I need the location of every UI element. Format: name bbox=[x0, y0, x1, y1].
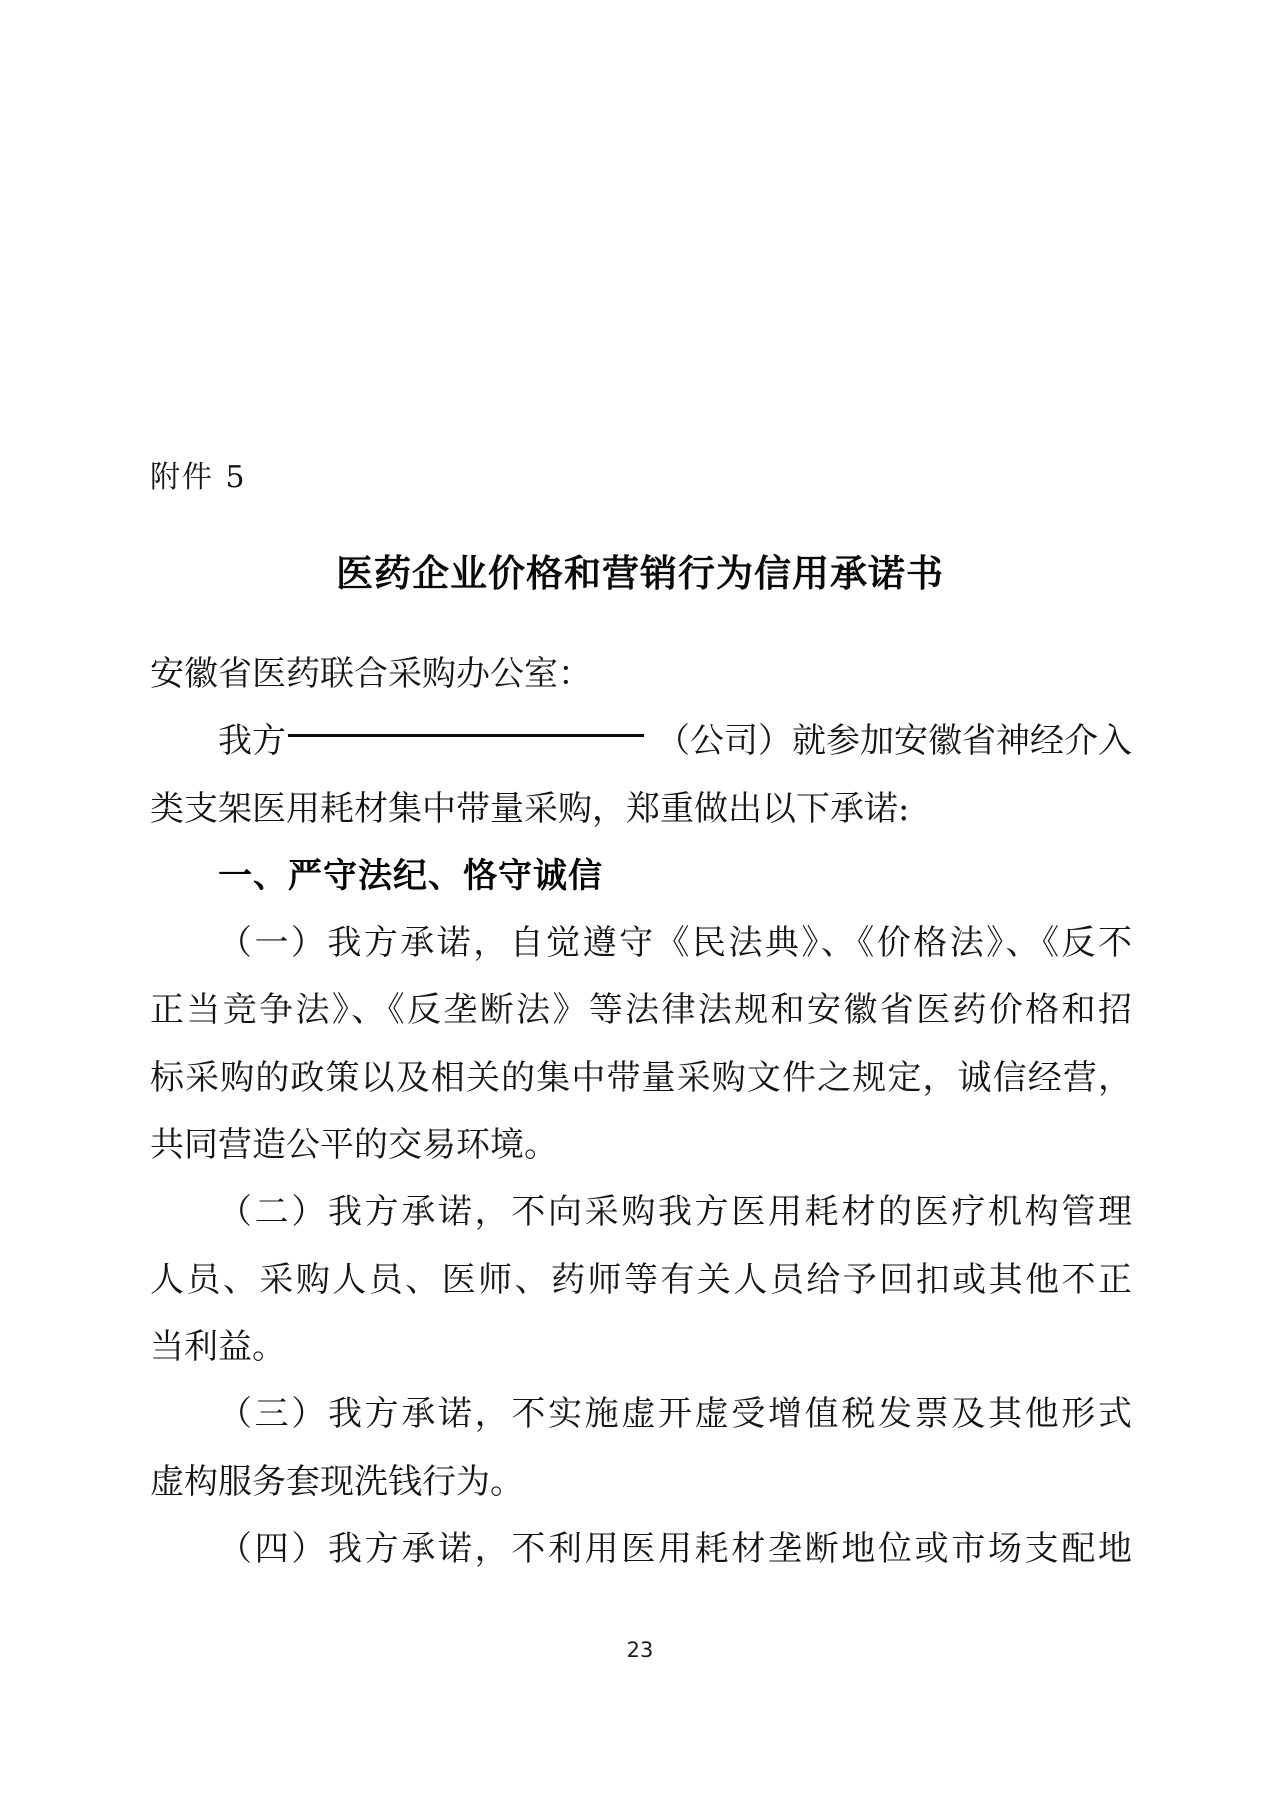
body-line: 类支架医用耗材集中带量采购，郑重做出以下承诺: bbox=[150, 788, 910, 829]
body-line: （四）我方承诺，不利用医用耗材垄断地位或市场支配地 bbox=[218, 1528, 1132, 1569]
body-line: 当利益。 bbox=[150, 1326, 286, 1367]
section-heading: 一、严守法纪、恪守诚信 bbox=[218, 855, 603, 896]
document-title: 医药企业价格和营销行为信用承诺书 bbox=[336, 551, 944, 595]
document-body bbox=[150, 641, 1132, 1583]
body-line: 共同营造公平的交易环境。 bbox=[150, 1125, 558, 1166]
intro-line bbox=[150, 708, 1132, 775]
body-line: 标采购的政策以及相关的集中带量采购文件之规定，诚信经营， bbox=[150, 1057, 1132, 1098]
body-line: （二）我方承诺，不向采购我方医用耗材的医疗机构管理 bbox=[218, 1192, 1132, 1233]
page-number: 23 bbox=[626, 1638, 654, 1662]
body-line: 虚构服务套现洗钱行为。 bbox=[150, 1461, 524, 1502]
body-line: 人员、采购人员、医师、药师等有关人员给予回扣或其他不正 bbox=[150, 1259, 1132, 1300]
body-line: （一）我方承诺，自觉遵守《民法典》、《价格法》、《反不 bbox=[218, 923, 1132, 964]
intro-suffix: （公司）就参加安徽省神经介入 bbox=[656, 721, 1132, 762]
attachment-label: 附件 5 bbox=[150, 460, 247, 495]
body-line: （三）我方承诺，不实施虚开虚受增值税发票及其他形式 bbox=[218, 1394, 1132, 1435]
salutation: 安徽省医药联合采购办公室： bbox=[150, 654, 592, 694]
intro-prefix: 我方 bbox=[218, 721, 286, 762]
body-line: 正当竞争法》、《反垄断法》等法律法规和安徽省医药价格和招 bbox=[150, 990, 1132, 1031]
